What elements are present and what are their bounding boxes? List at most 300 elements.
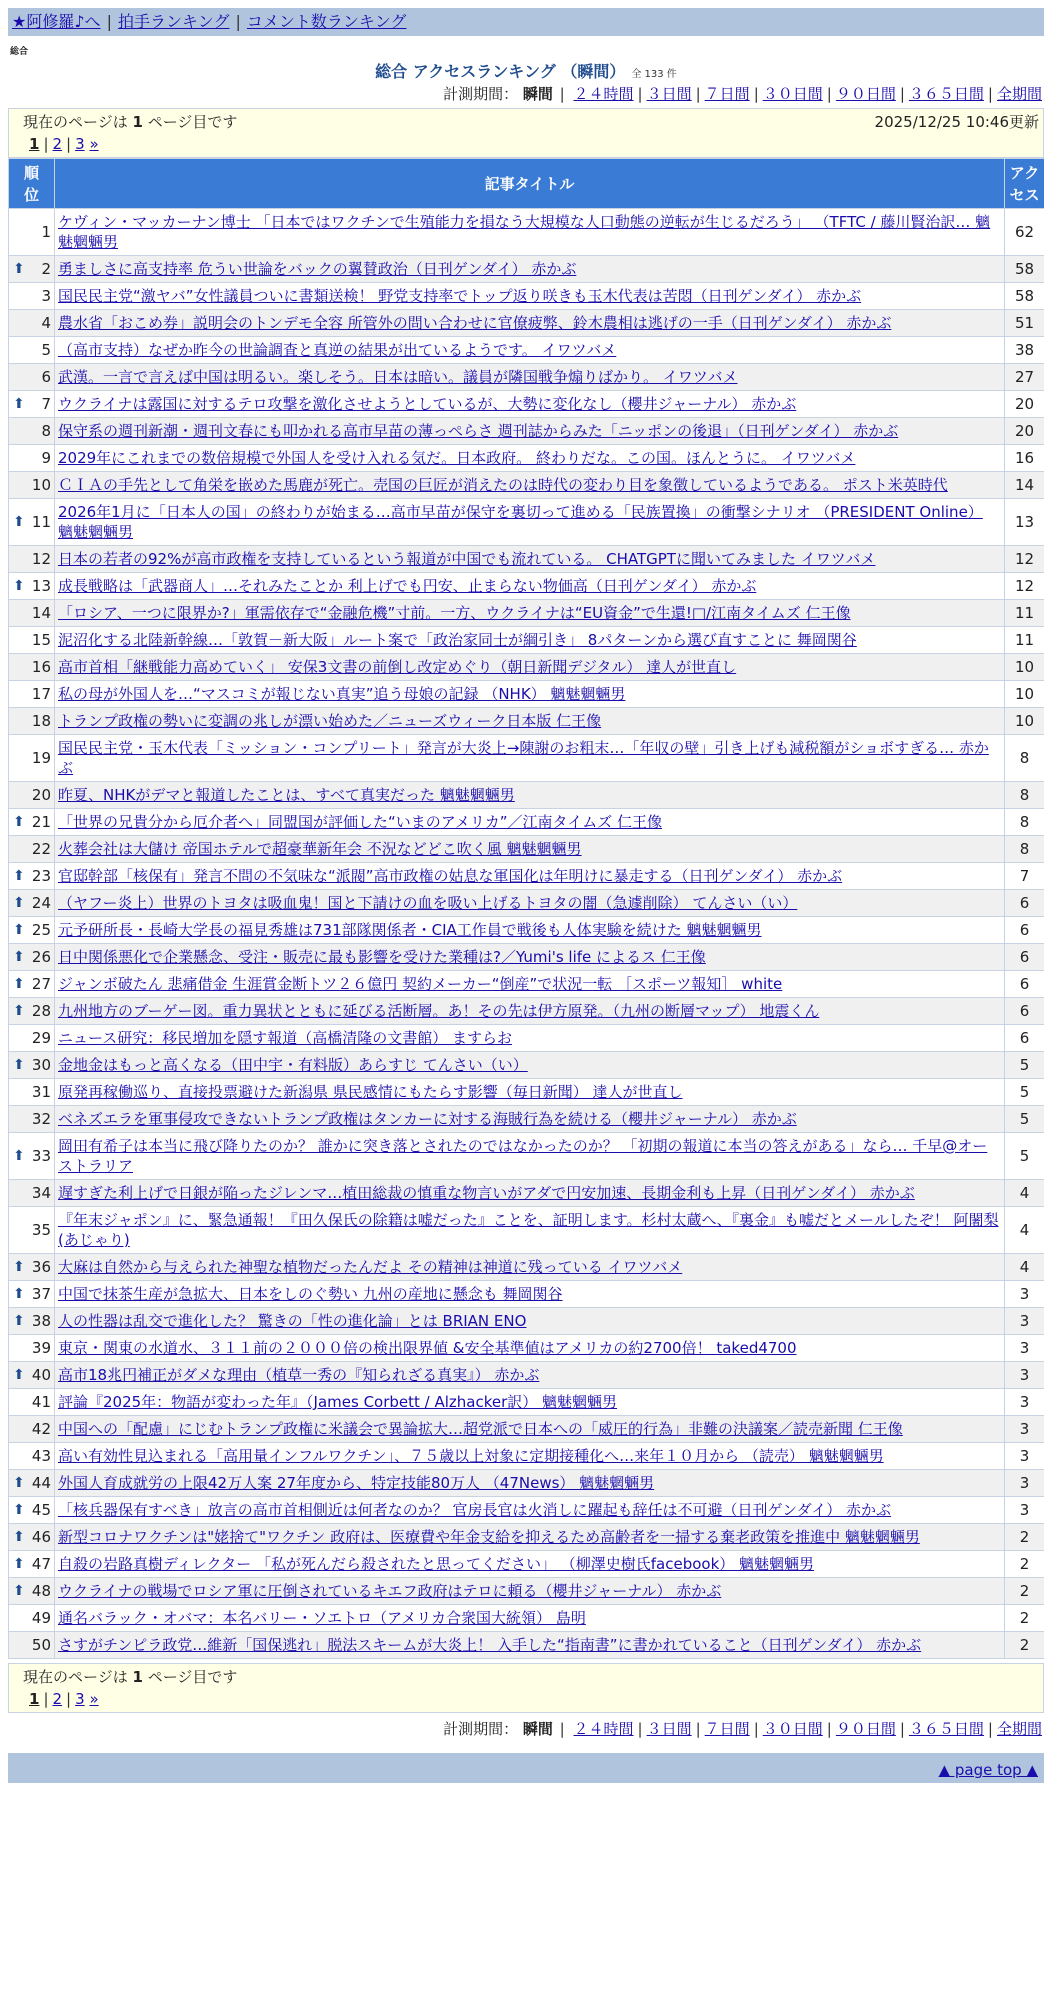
ranking-title: 総合 アクセスランキング （瞬間） bbox=[375, 62, 625, 81]
title-cell bbox=[55, 283, 1005, 310]
title-cell bbox=[55, 735, 1005, 782]
rank-cell bbox=[9, 1578, 55, 1605]
title-cell bbox=[55, 1133, 1005, 1180]
title-cell bbox=[55, 499, 1005, 546]
table-row bbox=[9, 1524, 1044, 1551]
period-separator: | bbox=[696, 85, 701, 103]
rank-number: 48 bbox=[32, 1582, 51, 1600]
table-row bbox=[9, 1632, 1044, 1659]
article-link[interactable]: 人の性器は乱交で進化した？ 驚きの「性の進化論」とは BRIAN ENO bbox=[58, 1312, 526, 1330]
article-link[interactable]: 岡田有希子は本当に飛び降りたのか？ 誰かに突き落とされたのではなかったのか？ 「初期の報道に本当の答えがある」なら… 千早@オーストラリア bbox=[58, 1137, 987, 1175]
article-link[interactable]: 九州地方のブーゲー図。重力異状とともに延びる活断層。あ！その先は伊方原発。（九州の断層マップ） 地震くん bbox=[58, 1002, 819, 1020]
up-arrow-icon: ⬆ bbox=[13, 1257, 25, 1277]
article-link[interactable]: 評論『2025年：物語が変わった年』（James Corbett / Alzhacker訳） 魑魅魍魎男 bbox=[58, 1393, 617, 1411]
article-link[interactable]: 「核兵器保有すべき」放言の高市首相側近は何者なのか？ 官房長官は火消しに躍起も辞任は不可避（日刊ゲンダイ） 赤かぶ bbox=[58, 1501, 891, 1519]
table-row bbox=[9, 418, 1044, 445]
access-count: 20 bbox=[1005, 418, 1044, 445]
access-count: 2 bbox=[1005, 1578, 1044, 1605]
table-row bbox=[9, 283, 1044, 310]
title-cell bbox=[55, 944, 1005, 971]
rank-cell bbox=[9, 499, 55, 546]
up-arrow-icon: ⬆ bbox=[13, 920, 25, 940]
access-count: 3 bbox=[1005, 1335, 1044, 1362]
rank-number: 4 bbox=[41, 314, 51, 332]
table-row bbox=[9, 1443, 1044, 1470]
access-count: 13 bbox=[1005, 499, 1044, 546]
access-count: 3 bbox=[1005, 1362, 1044, 1389]
article-link[interactable]: 2029年にこれまでの数倍規模で外国人を受け入れる気だ。日本政府。 終わりだな。この国。ほんとうに。 イワツバメ bbox=[58, 449, 855, 467]
rank-cell bbox=[9, 1052, 55, 1079]
up-arrow-icon: ⬆ bbox=[13, 1365, 25, 1385]
title-cell bbox=[55, 809, 1005, 836]
nav-link-asyura[interactable]: ★阿修羅♪へ bbox=[12, 12, 101, 31]
title-cell bbox=[55, 971, 1005, 998]
access-count: 8 bbox=[1005, 782, 1044, 809]
article-link[interactable]: 『年末ジャポン』に、緊急通報！『田久保氏の除籍は嘘だった』ことを、証明します。杉村太蔵へ、『裏金』も嘘だとメールしたぞ！ 阿闍梨(あじゃり) bbox=[58, 1211, 998, 1249]
period-separator: | bbox=[638, 85, 643, 103]
table-row bbox=[9, 1578, 1044, 1605]
period-24h[interactable]: ２４時間 bbox=[574, 85, 634, 103]
page-top-link[interactable]: ▲ page top ▲ bbox=[939, 1761, 1038, 1779]
rank-number: 49 bbox=[32, 1609, 51, 1627]
rank-cell bbox=[9, 1079, 55, 1106]
rank-cell bbox=[9, 337, 55, 364]
rank-number: 12 bbox=[32, 550, 51, 568]
article-link[interactable]: ジャンボ破たん 悲痛借金 生涯賞金断トツ２６億円 契約メーカー“倒産”で状況一転 ［スポーツ報知］ white bbox=[58, 975, 782, 993]
access-count: 2 bbox=[1005, 1605, 1044, 1632]
article-link[interactable]: 勇ましさに高支持率 危うい世論をバックの翼賛政治（日刊ゲンダイ） 赤かぶ bbox=[58, 260, 576, 278]
rank-cell bbox=[9, 917, 55, 944]
table-row bbox=[9, 836, 1044, 863]
up-arrow-icon: ⬆ bbox=[13, 576, 25, 596]
access-count: 3 bbox=[1005, 1497, 1044, 1524]
period-3d[interactable]: ３日間 bbox=[647, 1720, 692, 1738]
title-cell bbox=[55, 472, 1005, 499]
access-count: 3 bbox=[1005, 1470, 1044, 1497]
period-30d[interactable]: ３０日間 bbox=[763, 85, 823, 103]
title-cell bbox=[55, 1551, 1005, 1578]
rank-cell bbox=[9, 782, 55, 809]
rank-number: 44 bbox=[32, 1474, 51, 1492]
table-row bbox=[9, 337, 1044, 364]
title-cell bbox=[55, 998, 1005, 1025]
col-header-title: 記事タイトル bbox=[55, 159, 1005, 209]
rank-cell bbox=[9, 445, 55, 472]
access-count: 51 bbox=[1005, 310, 1044, 337]
title-cell bbox=[55, 654, 1005, 681]
access-count: 5 bbox=[1005, 1079, 1044, 1106]
title-cell bbox=[55, 209, 1005, 256]
article-link[interactable]: 外国人育成就労の上限42万人案 27年度から、特定技能80万人 （47News） 魑魅魍魎男 bbox=[58, 1474, 654, 1492]
pager-page-3[interactable]: 3 bbox=[75, 135, 85, 153]
rank-number: 41 bbox=[32, 1393, 51, 1411]
rank-cell bbox=[9, 1416, 55, 1443]
rank-number: 32 bbox=[32, 1110, 51, 1128]
pager-page-2[interactable]: 2 bbox=[53, 135, 63, 153]
rank-cell bbox=[9, 1362, 55, 1389]
title-cell bbox=[55, 1632, 1005, 1659]
access-count: 16 bbox=[1005, 445, 1044, 472]
table-row bbox=[9, 1254, 1044, 1281]
access-count: 14 bbox=[1005, 472, 1044, 499]
rank-number: 19 bbox=[32, 749, 51, 767]
rank-number: 15 bbox=[32, 631, 51, 649]
period-30d[interactable]: ３０日間 bbox=[763, 1720, 823, 1738]
title-cell bbox=[55, 863, 1005, 890]
rank-cell bbox=[9, 708, 55, 735]
rank-number: 18 bbox=[32, 712, 51, 730]
access-count: 10 bbox=[1005, 708, 1044, 735]
table-row bbox=[9, 681, 1044, 708]
table-row bbox=[9, 546, 1044, 573]
rank-cell bbox=[9, 1281, 55, 1308]
rank-cell bbox=[9, 627, 55, 654]
rank-cell bbox=[9, 890, 55, 917]
title-cell bbox=[55, 1416, 1005, 1443]
access-count: 2 bbox=[1005, 1524, 1044, 1551]
period-label: 計測期間： bbox=[443, 85, 518, 103]
nav-link-comment-ranking[interactable]: コメント数ランキング bbox=[247, 12, 407, 31]
rank-number: 9 bbox=[41, 449, 51, 467]
article-link[interactable]: ケヴィン・マッカーナン博士 「日本ではワクチンで生殖能力を損なう大規模な人口動態の逆転が生じるだろう」 （TFTC / 藤川賢治訳… 魑魅魍魎男 bbox=[58, 213, 990, 251]
rank-number: 8 bbox=[41, 422, 51, 440]
period-selector bbox=[8, 84, 1044, 104]
rank-number: 39 bbox=[32, 1339, 51, 1357]
article-link[interactable]: 大麻は自然から与えられた神聖な植物だったんだよ その精神は神道に残っている イワツバメ bbox=[58, 1258, 682, 1276]
rank-cell bbox=[9, 681, 55, 708]
access-count: 4 bbox=[1005, 1207, 1044, 1254]
period-separator: | bbox=[696, 1720, 701, 1738]
article-link[interactable]: 私の母が外国人を…“マスコミが報じない真実”追う母娘の記録 （NHK） 魑魅魍魎男 bbox=[58, 685, 625, 703]
access-count: 6 bbox=[1005, 890, 1044, 917]
rank-cell bbox=[9, 998, 55, 1025]
access-count: 5 bbox=[1005, 1133, 1044, 1180]
rank-cell bbox=[9, 391, 55, 418]
rank-cell bbox=[9, 364, 55, 391]
rank-number: 3 bbox=[41, 287, 51, 305]
article-link[interactable]: トランプ政権の勢いに変調の兆しが漂い始めた／ニューズウィーク日本版 仁王像 bbox=[58, 712, 601, 730]
title-cell bbox=[55, 627, 1005, 654]
page-indicator-prefix: 現在のページは bbox=[23, 113, 128, 131]
up-arrow-icon: ⬆ bbox=[13, 1527, 25, 1547]
rank-cell bbox=[9, 944, 55, 971]
rank-cell bbox=[9, 809, 55, 836]
nav-link-applause-ranking[interactable]: 拍手ランキング bbox=[118, 12, 230, 31]
rank-cell bbox=[9, 1524, 55, 1551]
rank-number: 47 bbox=[32, 1555, 51, 1573]
article-link[interactable]: 高い有効性見込まれる「高用量インフルワクチン」、７５歳以上対象に定期接種化へ…来年１０月から （読売） 魑魅魍魎男 bbox=[58, 1447, 884, 1465]
top-nav-bar bbox=[8, 8, 1044, 36]
page-indicator bbox=[23, 111, 237, 133]
rank-cell bbox=[9, 472, 55, 499]
rank-number: 36 bbox=[32, 1258, 51, 1276]
rank-cell bbox=[9, 1207, 55, 1254]
rank-cell bbox=[9, 573, 55, 600]
title-cell bbox=[55, 1281, 1005, 1308]
access-count: 62 bbox=[1005, 209, 1044, 256]
article-link[interactable]: 成長戦略は「武器商人」…それみたことか 利上げでも円安、止まらない物価高（日刊ゲンダイ） 赤かぶ bbox=[58, 577, 756, 595]
period-separator: | bbox=[988, 1720, 993, 1738]
access-count: 10 bbox=[1005, 681, 1044, 708]
rank-cell bbox=[9, 735, 55, 782]
article-link[interactable]: ニュース研究：移民増加を隠す報道（高橋清隆の文書館） ますらお bbox=[58, 1029, 512, 1047]
title-cell bbox=[55, 1605, 1005, 1632]
article-link[interactable]: 元予研所長・長崎大学長の福見秀雄は731部隊関係者・CIA工作員で戦後も人体実験を続けた 魑魅魍魎男 bbox=[58, 921, 762, 939]
col-header-access-label: アクセス bbox=[1009, 162, 1041, 206]
article-link[interactable]: 金地金はもっと高くなる（田中宇・有料版）あらすじ てんさい（い） bbox=[58, 1056, 528, 1074]
table-row bbox=[9, 209, 1044, 256]
article-link[interactable]: 中国で抹茶生産が急拡大、日本をしのぐ勢い 九州の産地に懸念も 舞岡関谷 bbox=[58, 1285, 563, 1303]
period-365d[interactable]: ３６５日間 bbox=[909, 85, 984, 103]
article-link[interactable]: 国民民主党・玉木代表「ミッション・コンプリート」発言が大炎上→陳謝のお粗末…「年収の壁」引き上げも減税額がショボすぎる… 赤かぶ bbox=[58, 739, 989, 777]
pager-next[interactable]: » bbox=[89, 1690, 98, 1708]
rank-number: 26 bbox=[32, 948, 51, 966]
table-row bbox=[9, 890, 1044, 917]
rank-number: 38 bbox=[32, 1312, 51, 1330]
article-link[interactable]: 高市首相「継戦能力高めていく」 安保3文書の前倒し改定めぐり（朝日新聞デジタル） 達人が世直し bbox=[58, 658, 736, 676]
rank-number: 11 bbox=[32, 513, 51, 531]
rank-number: 33 bbox=[32, 1147, 51, 1165]
up-arrow-icon: ⬆ bbox=[13, 866, 25, 886]
period-3d[interactable]: ３日間 bbox=[647, 85, 692, 103]
table-row bbox=[9, 708, 1044, 735]
table-row bbox=[9, 971, 1044, 998]
table-row bbox=[9, 391, 1044, 418]
table-row bbox=[9, 310, 1044, 337]
table-row bbox=[9, 1335, 1044, 1362]
period-all[interactable]: 全期間 bbox=[997, 85, 1042, 103]
pager-current: 1 bbox=[29, 135, 39, 153]
article-link[interactable]: 「世界の兄貴分から厄介者へ」同盟国が評価した“いまのアメリカ”／江南タイムズ 仁王像 bbox=[58, 813, 662, 831]
table-row bbox=[9, 863, 1044, 890]
page-info-bottom bbox=[8, 1663, 1044, 1713]
article-link[interactable]: （高市支持）なぜか昨今の世論調査と真逆の結果が出ているようです。 イワツバメ bbox=[58, 341, 616, 359]
table-row bbox=[9, 809, 1044, 836]
pager-current: 1 bbox=[29, 1690, 39, 1708]
title-cell bbox=[55, 1106, 1005, 1133]
rank-cell bbox=[9, 283, 55, 310]
rank-cell bbox=[9, 1106, 55, 1133]
article-link[interactable]: 「ロシア、一つに限界か?」軍需依存で“金融危機”寸前。一方、ウクライナは“EU資金”で生還!□/江南タイムズ 仁王像 bbox=[58, 604, 851, 622]
access-count: 10 bbox=[1005, 654, 1044, 681]
article-link[interactable]: 火葬会社は大儲け 帝国ホテルで超豪華新年会 不況などどこ吹く風 魑魅魍魎男 bbox=[58, 840, 582, 858]
title-cell bbox=[55, 1470, 1005, 1497]
period-24h[interactable]: ２４時間 bbox=[574, 1720, 634, 1738]
access-count: 2 bbox=[1005, 1551, 1044, 1578]
pager-next[interactable]: » bbox=[89, 135, 98, 153]
rank-number: 42 bbox=[32, 1420, 51, 1438]
article-link[interactable]: 日中関係悪化で企業懸念、受注・販売に最も影響を受けた業種は?／Yumi's life によるス 仁王像 bbox=[58, 948, 706, 966]
table-row bbox=[9, 654, 1044, 681]
title-cell bbox=[55, 256, 1005, 283]
period-365d[interactable]: ３６５日間 bbox=[909, 1720, 984, 1738]
rank-cell bbox=[9, 1025, 55, 1052]
up-arrow-icon: ⬆ bbox=[13, 1284, 25, 1304]
access-count: 3 bbox=[1005, 1416, 1044, 1443]
period-separator: | bbox=[560, 85, 565, 103]
rank-cell bbox=[9, 863, 55, 890]
pager-separator: | bbox=[43, 135, 48, 153]
rank-cell bbox=[9, 310, 55, 337]
rank-number: 30 bbox=[32, 1056, 51, 1074]
title-cell bbox=[55, 1389, 1005, 1416]
access-count: 5 bbox=[1005, 1106, 1044, 1133]
article-link[interactable]: 中国への「配慮」にじむトランプ政権に米議会で異論拡大…超党派で日本への「威圧的行為」非難の決議案／読売新聞 仁王像 bbox=[58, 1420, 903, 1438]
article-link[interactable]: 保守系の週刊新潮・週刊文春にも叩かれる高市早苗の薄っぺらさ 週刊誌からみた「ニッポンの後退」（日刊ゲンダイ） 赤かぶ bbox=[58, 422, 898, 440]
title-cell bbox=[55, 1524, 1005, 1551]
title-cell bbox=[55, 391, 1005, 418]
period-separator: | bbox=[900, 85, 905, 103]
rank-cell bbox=[9, 600, 55, 627]
rank-cell bbox=[9, 1335, 55, 1362]
title-cell bbox=[55, 418, 1005, 445]
rank-cell bbox=[9, 1551, 55, 1578]
title-cell bbox=[55, 600, 1005, 627]
table-row bbox=[9, 998, 1044, 1025]
table-row bbox=[9, 472, 1044, 499]
article-link[interactable]: 新型コロナワクチンは"姥捨て"ワクチン 政府は、医療費や年金支給を抑えるため高齢者を一掃する棄老政策を推進中 魑魅魍魎男 bbox=[58, 1528, 920, 1546]
article-link[interactable]: 国民民主党“激ヤバ”女性議員ついに書類送検！ 野党支持率でトップ返り咲きも玉木代表は苦悶（日刊ゲンダイ） 赤かぶ bbox=[58, 287, 861, 305]
article-link[interactable]: 遅すぎた利上げで日銀が陥ったジレンマ…植田総裁の慎重な物言いがアダで円安加速、長期金利も上昇（日刊ゲンダイ） 赤かぶ bbox=[58, 1184, 915, 1202]
up-arrow-icon: ⬆ bbox=[13, 1473, 25, 1493]
rank-cell bbox=[9, 836, 55, 863]
article-link[interactable]: ＣＩＡの手先として角栄を嵌めた馬鹿が死亡。売国の巨匠が消えたのは時代の変わり目を象徴しているようである。 ポスト米英時代 bbox=[58, 476, 948, 494]
article-link[interactable]: 泥沼化する北陸新幹線…「敦賀－新大阪」ルート案で「政治家同士が綱引き」 8パターンから選び直すことに 舞岡関谷 bbox=[58, 631, 857, 649]
access-count: 3 bbox=[1005, 1389, 1044, 1416]
rank-number: 28 bbox=[32, 1002, 51, 1020]
article-link[interactable]: 2026年1月に「日本人の国」の終わりが始まる…高市早苗が保守を裏切って進める「民族置換」の衝撃シナリオ （PRESIDENT Online） 魑魅魍魎男 bbox=[58, 503, 983, 541]
article-link[interactable]: さすがチンピラ政党…維新「国保逃れ」脱法スキームが大炎上！ 入手した“指南書”に書かれていること（日刊ゲンダイ） 赤かぶ bbox=[58, 1636, 921, 1654]
period-all[interactable]: 全期間 bbox=[997, 1720, 1042, 1738]
up-arrow-icon: ⬆ bbox=[13, 974, 25, 994]
access-count: 6 bbox=[1005, 944, 1044, 971]
article-link[interactable]: ウクライナは露国に対するテロ攻撃を激化させようとしているが、大勢に変化なし（櫻井ジャーナル） 赤かぶ bbox=[58, 395, 796, 413]
article-link[interactable]: 原発再稼働巡り、直接投票避けた新潟県 県民感情にもたらす影響（毎日新聞） 達人が世直し bbox=[58, 1083, 683, 1101]
table-row bbox=[9, 1133, 1044, 1180]
access-count: 58 bbox=[1005, 256, 1044, 283]
rank-cell bbox=[9, 256, 55, 283]
article-link[interactable]: ベネズエラを軍事侵攻できないトランプ政権はタンカーに対する海賊行為を続ける（櫻井ジャーナル） 赤かぶ bbox=[58, 1110, 797, 1128]
title-cell bbox=[55, 708, 1005, 735]
article-link[interactable]: 農水省「おこめ券」説明会のトンデモ全容 所管外の問い合わせに官僚疲弊、鈴木農相は逃げの一手（日刊ゲンダイ） 赤かぶ bbox=[58, 314, 891, 332]
period-7d[interactable]: ７日間 bbox=[705, 1720, 750, 1738]
rank-number: 25 bbox=[32, 921, 51, 939]
ranking-table bbox=[8, 158, 1044, 1659]
access-count: 8 bbox=[1005, 809, 1044, 836]
table-row bbox=[9, 256, 1044, 283]
table-row bbox=[9, 364, 1044, 391]
up-arrow-icon: ⬆ bbox=[13, 1554, 25, 1574]
pager-separator: | bbox=[66, 135, 71, 153]
rank-number: 6 bbox=[41, 368, 51, 386]
title-cell bbox=[55, 1254, 1005, 1281]
article-link[interactable]: 東京・関東の水道水、３１１前の２０００倍の検出限界値 &安全基準値はアメリカの約2700倍！ taked4700 bbox=[58, 1339, 797, 1357]
rank-cell bbox=[9, 654, 55, 681]
rank-number: 10 bbox=[32, 476, 51, 494]
rank-number: 29 bbox=[32, 1029, 51, 1047]
table-row bbox=[9, 573, 1044, 600]
access-count: 6 bbox=[1005, 998, 1044, 1025]
rank-number: 16 bbox=[32, 658, 51, 676]
table-row bbox=[9, 1052, 1044, 1079]
rank-number: 24 bbox=[32, 894, 51, 912]
article-link[interactable]: 通名バラック・オバマ：本名バリー・ソエトロ（アメリカ合衆国大統領） 島明 bbox=[58, 1609, 586, 1627]
article-link[interactable]: 武漢。一言で言えば中国は明るい。楽しそう。日本は暗い。議員が隣国戦争煽りばかり。 イワツバメ bbox=[58, 368, 737, 386]
access-count: 12 bbox=[1005, 573, 1044, 600]
title-cell bbox=[55, 782, 1005, 809]
access-count: 11 bbox=[1005, 600, 1044, 627]
rank-number: 31 bbox=[32, 1083, 51, 1101]
rank-number: 23 bbox=[32, 867, 51, 885]
pager-page-2[interactable]: 2 bbox=[53, 1690, 63, 1708]
rank-cell bbox=[9, 1605, 55, 1632]
period-separator: | bbox=[827, 85, 832, 103]
period-current: 瞬間 bbox=[523, 85, 553, 103]
rank-number: 27 bbox=[32, 975, 51, 993]
table-row bbox=[9, 600, 1044, 627]
rank-number: 13 bbox=[32, 577, 51, 595]
rank-number: 22 bbox=[32, 840, 51, 858]
table-row bbox=[9, 1308, 1044, 1335]
title-cell bbox=[55, 917, 1005, 944]
period-90d[interactable]: ９０日間 bbox=[836, 1720, 896, 1738]
access-count: 4 bbox=[1005, 1254, 1044, 1281]
table-row bbox=[9, 944, 1044, 971]
article-link[interactable]: 自殺の岩路真樹ディレクター 「私が死んだら殺されたと思ってください」 （柳澤史樹氏facebook） 魑魅魍魎男 bbox=[58, 1555, 814, 1573]
period-current: 瞬間 bbox=[523, 1720, 553, 1738]
rank-cell bbox=[9, 418, 55, 445]
period-7d[interactable]: ７日間 bbox=[705, 85, 750, 103]
period-separator: | bbox=[827, 1720, 832, 1738]
rank-number: 43 bbox=[32, 1447, 51, 1465]
rank-number: 2 bbox=[41, 260, 51, 278]
title-cell bbox=[55, 337, 1005, 364]
title-cell bbox=[55, 573, 1005, 600]
article-link[interactable]: 日本の若者の92%が高市政権を支持しているという報道が中国でも流れている。 CHATGPTに聞いてみました イワツバメ bbox=[58, 550, 875, 568]
table-row bbox=[9, 627, 1044, 654]
page bbox=[8, 8, 1044, 1783]
rank-cell bbox=[9, 1254, 55, 1281]
table-row bbox=[9, 1470, 1044, 1497]
rank-cell bbox=[9, 1443, 55, 1470]
rank-number: 20 bbox=[32, 786, 51, 804]
article-link[interactable]: （ヤフー炎上）世界のトヨタは吸血鬼！国と下請けの血を吸い上げるトヨタの闇（急遽削除） てんさい（い） bbox=[58, 894, 797, 912]
table-row bbox=[9, 917, 1044, 944]
period-90d[interactable]: ９０日間 bbox=[836, 85, 896, 103]
period-separator: | bbox=[988, 85, 993, 103]
rank-number: 46 bbox=[32, 1528, 51, 1546]
access-count: 27 bbox=[1005, 364, 1044, 391]
page-indicator-suffix: ページ目です bbox=[148, 113, 238, 131]
table-row bbox=[9, 1079, 1044, 1106]
page-title bbox=[8, 59, 1044, 82]
access-count: 6 bbox=[1005, 1025, 1044, 1052]
page-indicator-suffix: ページ目です bbox=[148, 1668, 238, 1686]
period-separator: | bbox=[638, 1720, 643, 1738]
page-indicator bbox=[23, 1666, 237, 1688]
article-link[interactable]: ウクライナの戦場でロシア軍に圧倒されているキエフ政府はテロに頼る（櫻井ジャーナル） 赤かぶ bbox=[58, 1582, 721, 1600]
access-count: 20 bbox=[1005, 391, 1044, 418]
period-separator: | bbox=[754, 85, 759, 103]
article-link[interactable]: 官邸幹部「核保有」発言不問の不気味な“派閥”高市政権の姑息な軍国化は年明けに暴走する（日刊ゲンダイ） 赤かぶ bbox=[58, 867, 842, 885]
pager-page-3[interactable]: 3 bbox=[75, 1690, 85, 1708]
rank-cell bbox=[9, 1389, 55, 1416]
up-arrow-icon: ⬆ bbox=[13, 1001, 25, 1021]
col-header-rank-label: 順位 bbox=[22, 162, 42, 206]
article-link[interactable]: 昨夏、NHKがデマと報道したことは、すべて真実だった 魑魅魍魎男 bbox=[58, 786, 515, 804]
article-link[interactable]: 高市18兆円補正がダメな理由（植草一秀の『知られざる真実』） 赤かぶ bbox=[58, 1366, 539, 1384]
title-cell bbox=[55, 890, 1005, 917]
